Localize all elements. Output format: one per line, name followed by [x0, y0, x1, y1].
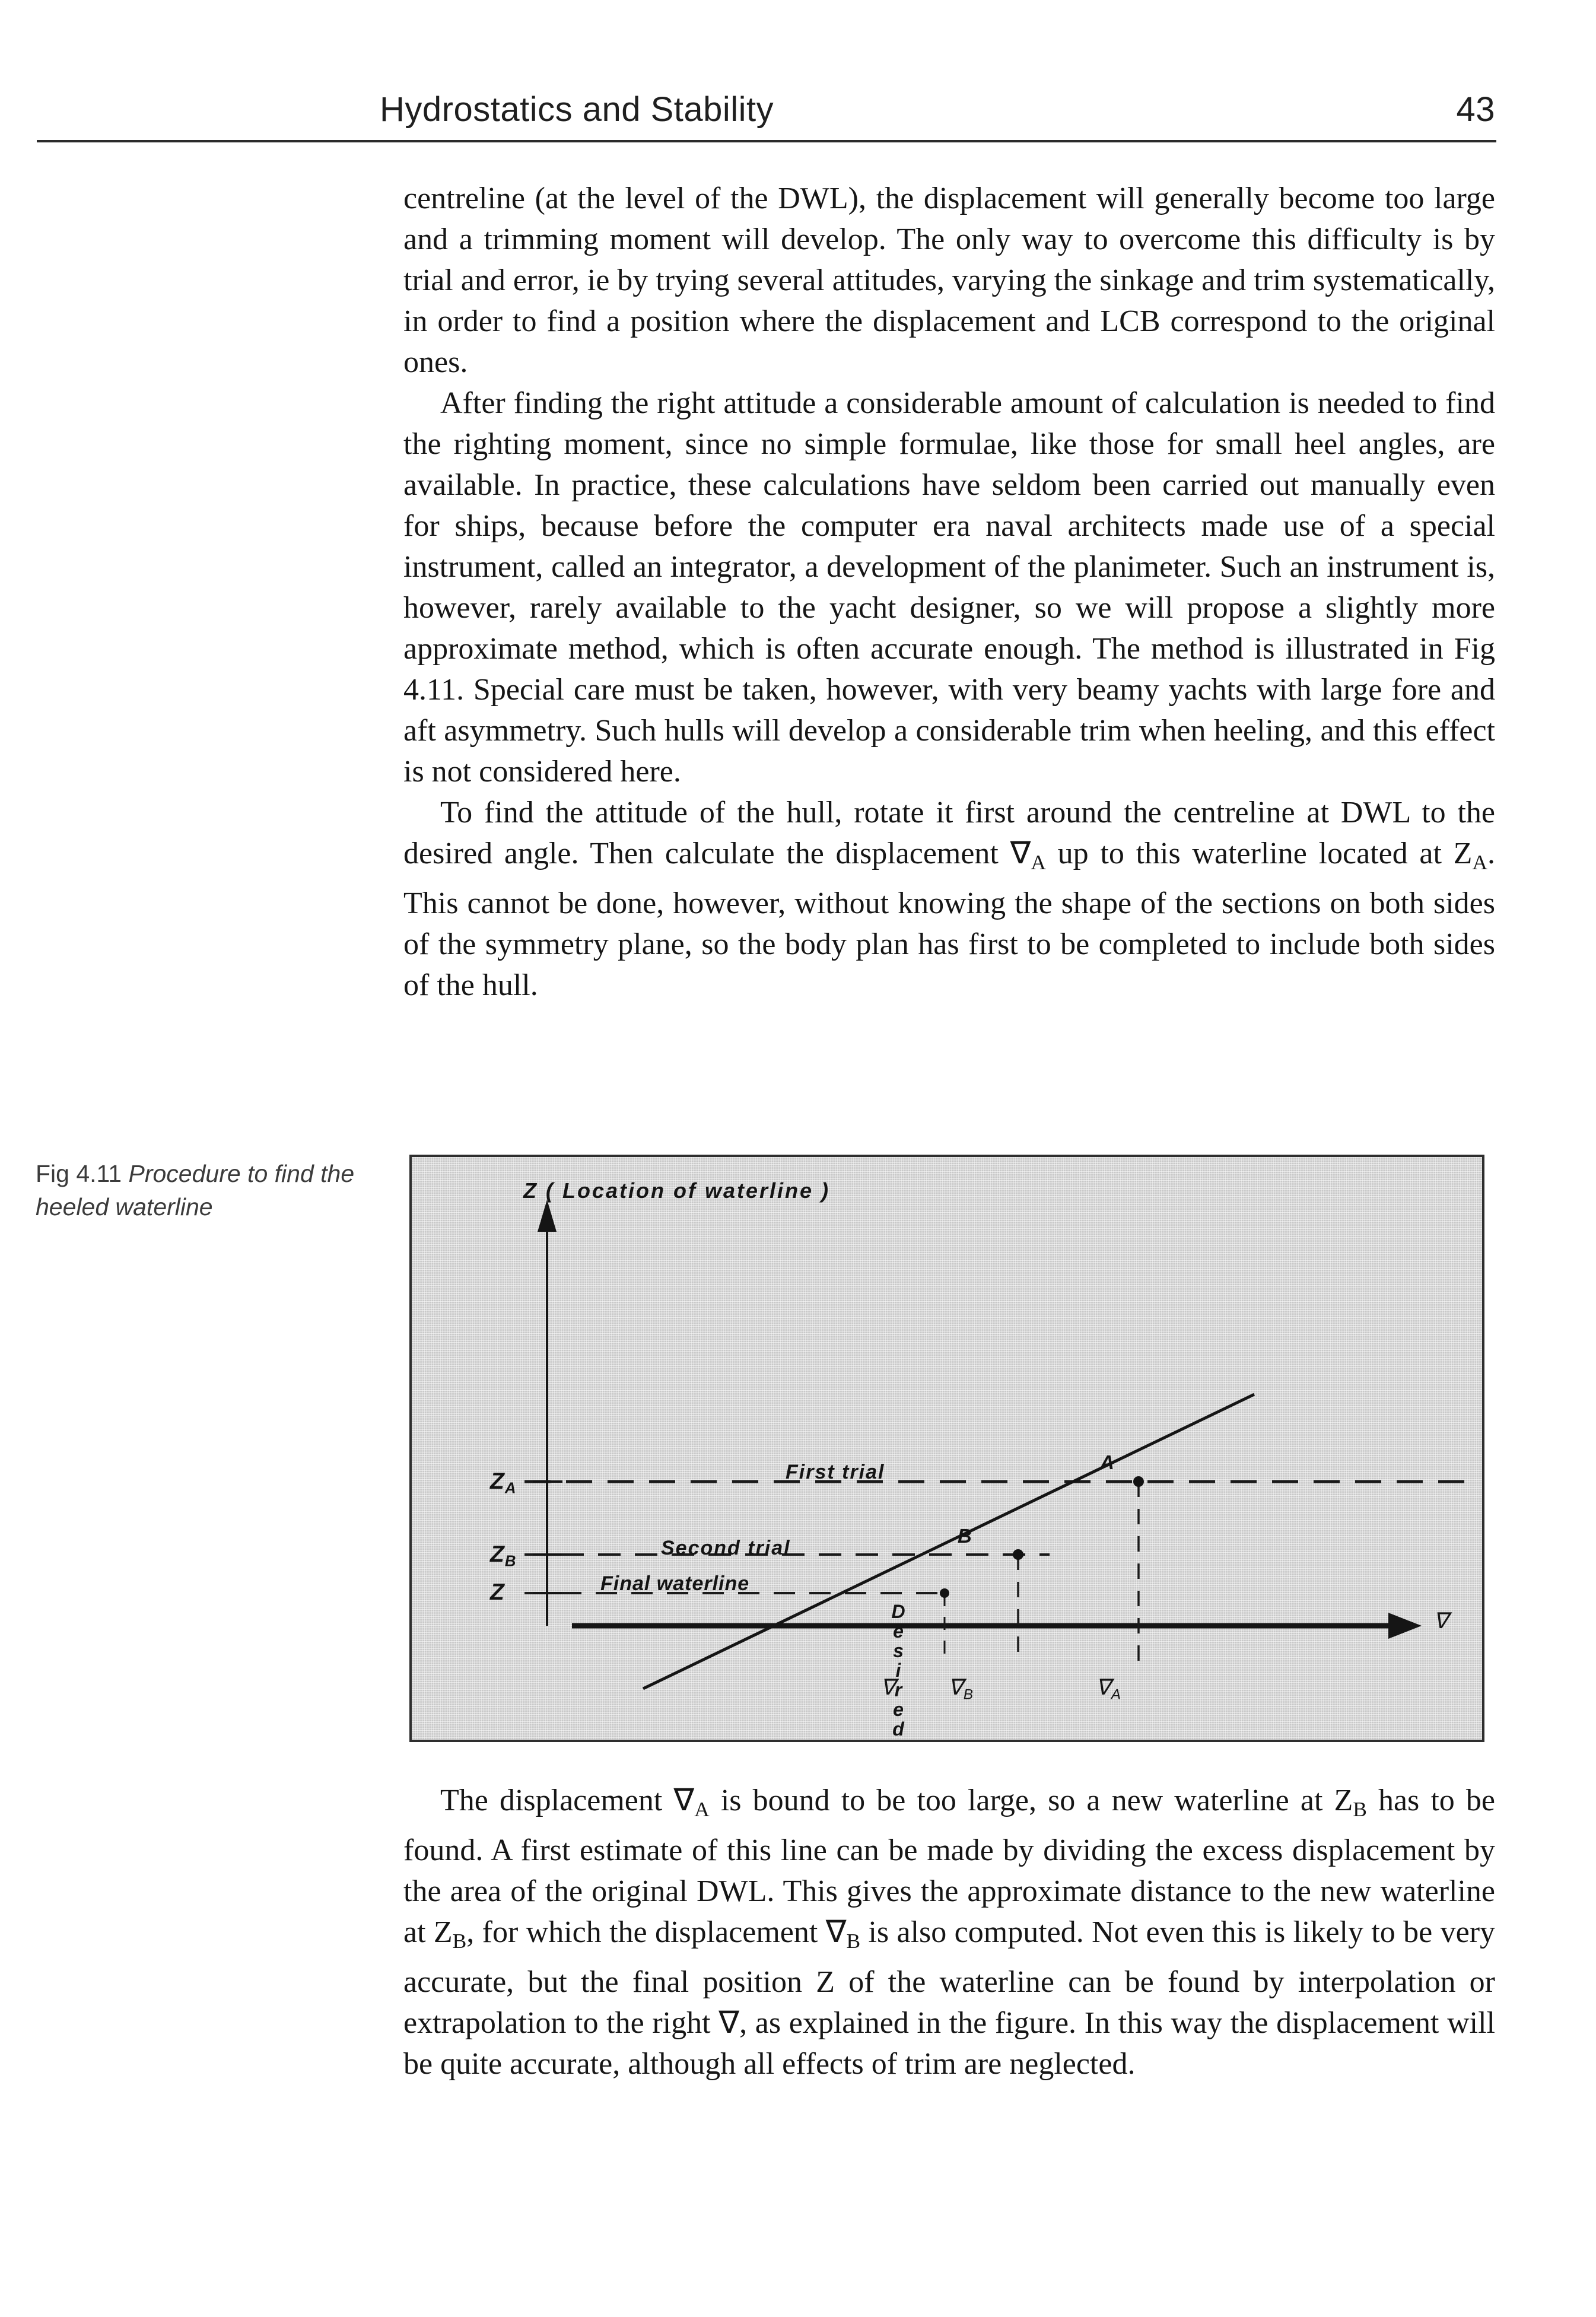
body-text-upper	[403, 178, 1495, 1006]
paragraph-4-part-a: The displacement	[440, 1784, 674, 1817]
figure-plot-area	[412, 1157, 1482, 1740]
nabla-symbol: ∇	[1010, 837, 1031, 870]
desired-letter-4: r	[894, 1679, 902, 1701]
paragraph-4	[403, 1780, 1495, 2084]
figure-4-11	[409, 1155, 1484, 1742]
y-tick-label-za: ZA	[490, 1469, 517, 1497]
data-point-a	[1133, 1476, 1144, 1487]
paragraph-3-part-b: up to this waterline located at Z	[1045, 837, 1473, 870]
paragraph-4-part-c: has to be found. A first estimate of this line can be made by dividing the excess displacement by the area of the original DWL. This gives the approximate distance to the new waterline at Z	[403, 1784, 1495, 1949]
x-axis-label: ∇	[1433, 1609, 1449, 1633]
z-subscript-b2: B	[452, 1928, 467, 1953]
paragraph-2: After finding the right attitude a considerable amount of calculation is needed to find the righting moment, since no simple formulae, like those for small heel angles, are available. In practice, these calculations have seldom been carried out manually even for ships, because before the computer era naval architects made use of a special instrument, called an integrator, a development of the planimeter. Such an instrument is, however, rarely available to the yacht designer, so we will propose a slightly more approximate method, which is often accurate enough. The method is illustrated in Fig 4.11. Special care must be taken, however, with very beamy yachts with large fore and aft asymmetry. Such hulls will develop a considerable trim when heeling, and this effect is not considered here.	[403, 386, 1495, 789]
figure-svg	[412, 1157, 1482, 1740]
z-subscript-b: B	[1353, 1797, 1367, 1821]
nabla-subscript-b: B	[846, 1928, 861, 1953]
running-head-title: Hydrostatics and Stability	[380, 90, 774, 129]
z-subscript-a: A	[1472, 850, 1487, 874]
desired-letter-5: e	[893, 1699, 904, 1720]
label-final-waterline: Final waterline	[600, 1572, 750, 1595]
nabla-subscript-a: A	[1031, 850, 1046, 874]
figure-axis-title: Z ( Location of waterline )	[523, 1178, 831, 1203]
y-axis	[538, 1200, 557, 1626]
x-axis	[572, 1613, 1422, 1642]
y-tick-label-zb: ZB	[490, 1542, 517, 1570]
nabla-symbol-b: ∇	[825, 1915, 847, 1949]
label-point-a: A	[1100, 1451, 1115, 1473]
x-tick-label-nabla: ∇	[880, 1675, 896, 1699]
desired-letter-0: D	[891, 1601, 905, 1622]
header-rule	[37, 140, 1496, 142]
desired-letter-1: e	[893, 1620, 904, 1642]
desired-letter-6: d	[892, 1718, 904, 1740]
label-second-trial: Second trial	[661, 1537, 791, 1559]
page-number: 43	[1456, 90, 1495, 129]
label-first-trial: First trial	[786, 1461, 885, 1483]
x-tick-label-nabla-a: ∇A	[1096, 1675, 1122, 1703]
figure-caption-number: Fig 4.11	[36, 1160, 129, 1187]
x-tick-label-nabla-b: ∇B	[948, 1675, 974, 1703]
nabla-symbol-a: ∇	[673, 1784, 695, 1817]
paragraph-3-part-c: . This cannot be done, however, without knowing the shape of the sections on both sides of the symmetry plane, so the body plan has first to be completed to include both sides of the hull.	[403, 837, 1495, 1002]
data-point-desired	[940, 1588, 949, 1598]
label-point-b: B	[958, 1525, 972, 1547]
paragraph-1: centreline (at the level of the DWL), the displacement will generally become too large and a trimming moment will develop. The only way to overcome this difficulty is by trial and error, ie by trying several attitudes, varying the sinkage and trim systematically, in order to find a position where the displacement and LCB correspond to the original ones.	[403, 182, 1495, 379]
nabla-subscript-a2: A	[694, 1797, 710, 1821]
nabla-symbol-plain: ∇	[718, 2005, 740, 2040]
figure-caption-text: Procedure to find the heeled waterline	[36, 1160, 355, 1221]
desired-letter-2: s	[893, 1640, 904, 1661]
label-desired-vertical	[886, 1602, 910, 1739]
paragraph-3-part-a: To find the attitude of the hull, rotate it first around the centreline at DWL to the desired angle. Then calculate the displacement	[403, 796, 1495, 870]
paragraph-4-part-b: is bound to be too large, so a new waterline at Z	[709, 1784, 1353, 1817]
paragraph-3	[403, 792, 1495, 1006]
running-head	[380, 76, 1495, 129]
paragraph-4-part-f: , as explained in the figure. In this way the displacement will be quite accurate, although all effects of trim are neglected.	[403, 2005, 1496, 2081]
paragraph-4-part-d: , for which the displacement	[466, 1915, 826, 1949]
body-text-lower	[403, 1780, 1495, 2084]
y-tick-label-z: Z	[490, 1579, 505, 1605]
figure-caption	[36, 1157, 392, 1223]
desired-letter-3: i	[895, 1660, 901, 1681]
data-point-b	[1013, 1549, 1023, 1560]
paragraph-4-part-e: is also computed. Not even this is likely to be very accurate, but the final position Z of the waterline can be found by interpolation or extrapolation to the right	[403, 1915, 1496, 2040]
